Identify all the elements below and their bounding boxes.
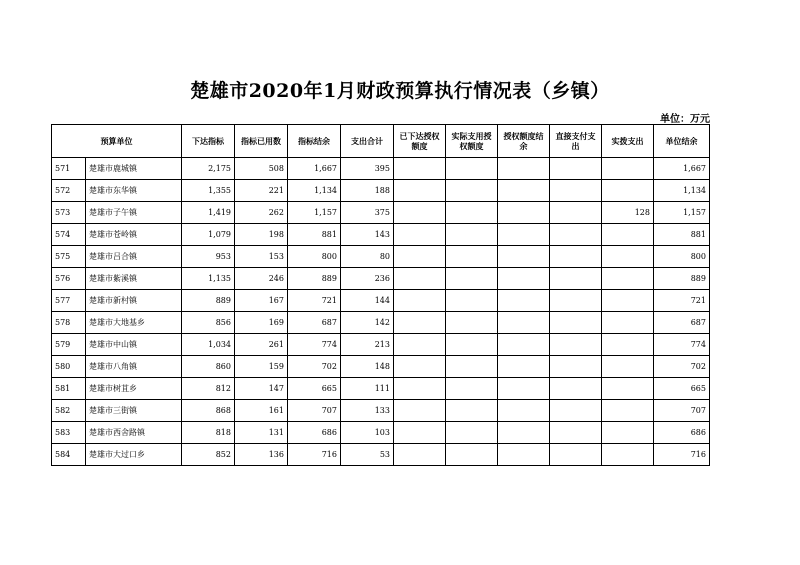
column-header: 单位结余 — [654, 125, 710, 158]
column-header: 支出合计 — [341, 125, 394, 158]
table-header-row — [52, 125, 710, 158]
table-row — [52, 400, 710, 422]
auth-issued — [394, 400, 446, 422]
expense-total: 111 — [341, 378, 394, 400]
unit-name: 楚雄市大过口乡 — [86, 444, 182, 466]
expense-total: 213 — [341, 334, 394, 356]
direct-payment — [550, 422, 602, 444]
unit-name: 楚雄市苍岭镇 — [86, 224, 182, 246]
balance-amount: 721 — [288, 290, 341, 312]
balance-amount: 716 — [288, 444, 341, 466]
row-index: 579 — [52, 334, 86, 356]
column-header: 指标已用数 — [235, 125, 288, 158]
row-index: 584 — [52, 444, 86, 466]
column-header: 实拨支出 — [602, 125, 654, 158]
unit-balance: 889 — [654, 268, 710, 290]
issued-amount: 856 — [182, 312, 235, 334]
auth-issued — [394, 246, 446, 268]
used-amount: 246 — [235, 268, 288, 290]
used-amount: 147 — [235, 378, 288, 400]
row-index: 581 — [52, 378, 86, 400]
auth-used — [446, 180, 498, 202]
unit-balance: 721 — [654, 290, 710, 312]
column-header: 直接支付支出 — [550, 125, 602, 158]
balance-amount: 889 — [288, 268, 341, 290]
auth-used — [446, 224, 498, 246]
unit-balance: 774 — [654, 334, 710, 356]
column-header: 下达指标 — [182, 125, 235, 158]
direct-payment — [550, 180, 602, 202]
allocated-payment: 128 — [602, 202, 654, 224]
direct-payment — [550, 444, 602, 466]
expense-total: 395 — [341, 158, 394, 180]
auth-used — [446, 202, 498, 224]
used-amount: 161 — [235, 400, 288, 422]
unit-balance: 686 — [654, 422, 710, 444]
row-index: 574 — [52, 224, 86, 246]
auth-balance — [498, 422, 550, 444]
used-amount: 262 — [235, 202, 288, 224]
issued-amount: 1,034 — [182, 334, 235, 356]
row-index: 576 — [52, 268, 86, 290]
allocated-payment — [602, 290, 654, 312]
auth-used — [446, 312, 498, 334]
unit-name: 楚雄市东华镇 — [86, 180, 182, 202]
auth-balance — [498, 312, 550, 334]
auth-balance — [498, 158, 550, 180]
auth-issued — [394, 180, 446, 202]
allocated-payment — [602, 334, 654, 356]
allocated-payment — [602, 378, 654, 400]
table-row — [52, 202, 710, 224]
auth-issued — [394, 158, 446, 180]
unit-label: 单位：万元 — [660, 114, 710, 125]
unit-balance: 665 — [654, 378, 710, 400]
table-row — [52, 312, 710, 334]
expense-total: 375 — [341, 202, 394, 224]
unit-name: 楚雄市中山镇 — [86, 334, 182, 356]
auth-balance — [498, 334, 550, 356]
row-index: 578 — [52, 312, 86, 334]
balance-amount: 707 — [288, 400, 341, 422]
issued-amount: 889 — [182, 290, 235, 312]
direct-payment — [550, 378, 602, 400]
balance-amount: 702 — [288, 356, 341, 378]
table-row — [52, 356, 710, 378]
auth-balance — [498, 400, 550, 422]
used-amount: 136 — [235, 444, 288, 466]
auth-balance — [498, 202, 550, 224]
table-row — [52, 180, 710, 202]
issued-amount: 953 — [182, 246, 235, 268]
auth-issued — [394, 202, 446, 224]
unit-balance: 1,134 — [654, 180, 710, 202]
auth-balance — [498, 290, 550, 312]
issued-amount: 818 — [182, 422, 235, 444]
column-header: 授权额度结余 — [498, 125, 550, 158]
used-amount: 198 — [235, 224, 288, 246]
direct-payment — [550, 400, 602, 422]
auth-issued — [394, 444, 446, 466]
unit-name: 楚雄市三街镇 — [86, 400, 182, 422]
balance-amount: 1,157 — [288, 202, 341, 224]
auth-used — [446, 158, 498, 180]
expense-total: 143 — [341, 224, 394, 246]
unit-name: 楚雄市西舍路镇 — [86, 422, 182, 444]
unit-balance: 881 — [654, 224, 710, 246]
column-header: 实际支用授权额度 — [446, 125, 498, 158]
issued-amount: 868 — [182, 400, 235, 422]
auth-balance — [498, 246, 550, 268]
issued-amount: 860 — [182, 356, 235, 378]
balance-amount: 800 — [288, 246, 341, 268]
row-index: 577 — [52, 290, 86, 312]
balance-amount: 881 — [288, 224, 341, 246]
auth-used — [446, 378, 498, 400]
table-body — [52, 158, 710, 466]
issued-amount: 1,355 — [182, 180, 235, 202]
unit-name: 楚雄市吕合镇 — [86, 246, 182, 268]
auth-used — [446, 400, 498, 422]
allocated-payment — [602, 312, 654, 334]
auth-issued — [394, 378, 446, 400]
used-amount: 261 — [235, 334, 288, 356]
allocated-payment — [602, 158, 654, 180]
unit-balance: 707 — [654, 400, 710, 422]
page-title: 楚雄市2020年1月财政预算执行情况表（乡镇） — [190, 80, 610, 102]
auth-issued — [394, 268, 446, 290]
direct-payment — [550, 246, 602, 268]
table-row — [52, 422, 710, 444]
balance-amount: 665 — [288, 378, 341, 400]
allocated-payment — [602, 400, 654, 422]
expense-total: 103 — [341, 422, 394, 444]
balance-amount: 774 — [288, 334, 341, 356]
table-row — [52, 158, 710, 180]
auth-used — [446, 444, 498, 466]
allocated-payment — [602, 224, 654, 246]
direct-payment — [550, 202, 602, 224]
unit-balance: 800 — [654, 246, 710, 268]
auth-issued — [394, 334, 446, 356]
issued-amount: 1,079 — [182, 224, 235, 246]
auth-balance — [498, 180, 550, 202]
column-header: 预算单位 — [52, 125, 182, 158]
issued-amount: 1,135 — [182, 268, 235, 290]
auth-used — [446, 334, 498, 356]
expense-total: 142 — [341, 312, 394, 334]
direct-payment — [550, 290, 602, 312]
unit-balance: 716 — [654, 444, 710, 466]
row-index: 571 — [52, 158, 86, 180]
auth-issued — [394, 422, 446, 444]
direct-payment — [550, 268, 602, 290]
budget-table — [51, 124, 710, 466]
unit-name: 楚雄市大地基乡 — [86, 312, 182, 334]
allocated-payment — [602, 268, 654, 290]
used-amount: 131 — [235, 422, 288, 444]
auth-used — [446, 246, 498, 268]
unit-balance: 1,667 — [654, 158, 710, 180]
auth-issued — [394, 356, 446, 378]
expense-total: 80 — [341, 246, 394, 268]
unit-name: 楚雄市鹿城镇 — [86, 158, 182, 180]
unit-balance: 702 — [654, 356, 710, 378]
auth-balance — [498, 444, 550, 466]
table-row — [52, 290, 710, 312]
row-index: 575 — [52, 246, 86, 268]
issued-amount: 852 — [182, 444, 235, 466]
unit-name: 楚雄市紫溪镇 — [86, 268, 182, 290]
auth-used — [446, 356, 498, 378]
issued-amount: 1,419 — [182, 202, 235, 224]
row-index: 572 — [52, 180, 86, 202]
row-index: 573 — [52, 202, 86, 224]
expense-total: 188 — [341, 180, 394, 202]
expense-total: 53 — [341, 444, 394, 466]
table-row — [52, 224, 710, 246]
unit-balance: 687 — [654, 312, 710, 334]
auth-issued — [394, 290, 446, 312]
auth-balance — [498, 224, 550, 246]
used-amount: 508 — [235, 158, 288, 180]
issued-amount: 812 — [182, 378, 235, 400]
direct-payment — [550, 334, 602, 356]
expense-total: 236 — [341, 268, 394, 290]
allocated-payment — [602, 356, 654, 378]
balance-amount: 1,134 — [288, 180, 341, 202]
unit-name: 楚雄市八角镇 — [86, 356, 182, 378]
unit-name: 楚雄市子午镇 — [86, 202, 182, 224]
balance-amount: 687 — [288, 312, 341, 334]
allocated-payment — [602, 246, 654, 268]
table-row — [52, 268, 710, 290]
auth-balance — [498, 356, 550, 378]
table-row — [52, 334, 710, 356]
unit-name: 楚雄市新村镇 — [86, 290, 182, 312]
allocated-payment — [602, 422, 654, 444]
balance-amount: 686 — [288, 422, 341, 444]
auth-used — [446, 290, 498, 312]
direct-payment — [550, 356, 602, 378]
row-index: 583 — [52, 422, 86, 444]
column-header: 指标结余 — [288, 125, 341, 158]
table-row — [52, 378, 710, 400]
used-amount: 153 — [235, 246, 288, 268]
column-header: 已下达授权额度 — [394, 125, 446, 158]
auth-balance — [498, 268, 550, 290]
auth-issued — [394, 312, 446, 334]
used-amount: 167 — [235, 290, 288, 312]
table-row — [52, 246, 710, 268]
allocated-payment — [602, 180, 654, 202]
row-index: 580 — [52, 356, 86, 378]
auth-balance — [498, 378, 550, 400]
issued-amount: 2,175 — [182, 158, 235, 180]
expense-total: 148 — [341, 356, 394, 378]
used-amount: 221 — [235, 180, 288, 202]
used-amount: 159 — [235, 356, 288, 378]
auth-used — [446, 268, 498, 290]
balance-amount: 1,667 — [288, 158, 341, 180]
direct-payment — [550, 312, 602, 334]
expense-total: 144 — [341, 290, 394, 312]
table-row — [52, 444, 710, 466]
allocated-payment — [602, 444, 654, 466]
used-amount: 169 — [235, 312, 288, 334]
unit-name: 楚雄市树苴乡 — [86, 378, 182, 400]
unit-balance: 1,157 — [654, 202, 710, 224]
direct-payment — [550, 158, 602, 180]
row-index: 582 — [52, 400, 86, 422]
direct-payment — [550, 224, 602, 246]
auth-issued — [394, 224, 446, 246]
expense-total: 133 — [341, 400, 394, 422]
auth-used — [446, 422, 498, 444]
